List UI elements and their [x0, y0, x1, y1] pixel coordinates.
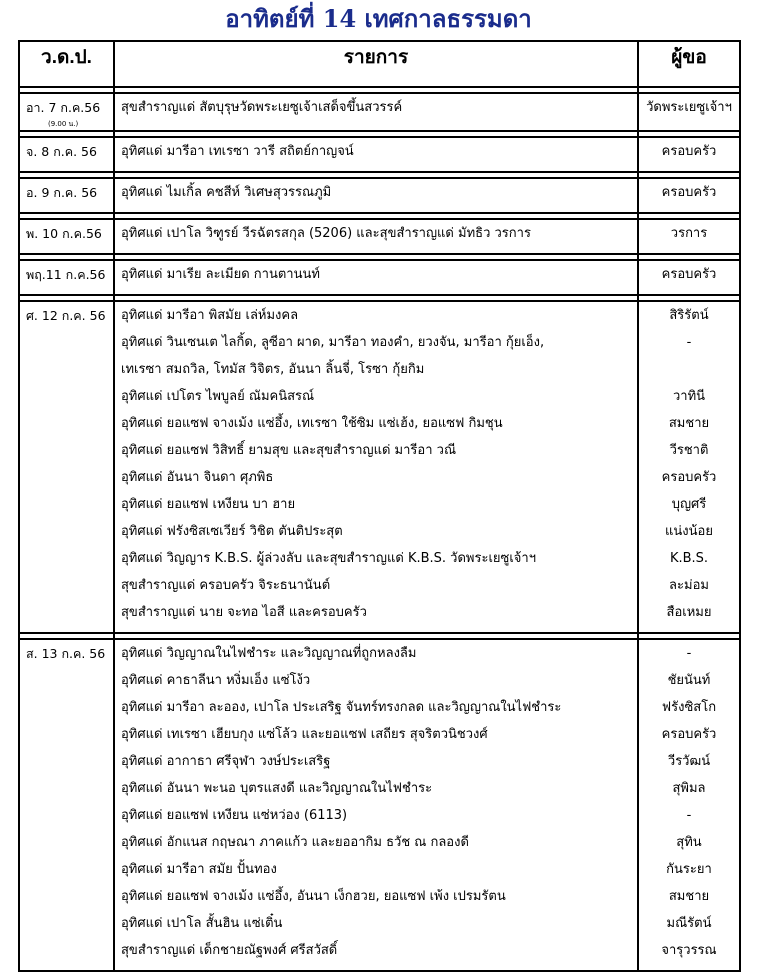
items-cell: [114, 178, 638, 213]
intention-text: อุทิศแด่ มารีอา ละออง, เปาโล ประเสริฐ จันทร์ทรงกลด และวิญญาณในไฟชำระ: [121, 700, 562, 715]
requester-text: ชัยนันท์: [667, 673, 711, 688]
requester-text: สิริรัตน์: [669, 308, 709, 323]
mass-intention-table: [18, 40, 741, 972]
requester-cell: [638, 260, 740, 295]
date-cell: [19, 639, 114, 971]
requester-text: วัดพระเยซูเจ้าฯ: [646, 100, 732, 115]
intention-text: อุทิศแด่ มารีอา สมัย ปั้นทอง: [121, 862, 277, 877]
requester-text: -: [686, 646, 692, 661]
table-row: [19, 137, 740, 172]
intention-text: อุทิศแด่ เทเรซา เฮียบกุง แซ่โล้ว และยอแซฟ เสถียร สุจริตวนิชวงศ์: [121, 727, 488, 742]
date-cell: [19, 178, 114, 213]
intention-text: อุทิศแด่ ยอแซฟ เหงียน บา ฮาย: [121, 497, 296, 512]
time-text: (9.00 น.): [48, 120, 79, 128]
table-row: [19, 301, 740, 633]
intention-text: สุขสำราญแด่ ครอบครัว จิระธนานันต์: [121, 578, 331, 593]
date-cell: [19, 260, 114, 295]
requester-text: วีรวัฒน์: [667, 754, 711, 769]
requester-text: กันระยา: [666, 862, 712, 877]
date-cell: [19, 93, 114, 131]
intention-text: อุทิศแด่ เปาโล สั้นฮิน แซ่เติ๋น: [121, 916, 283, 931]
table-header-row: [19, 41, 740, 87]
date-text: อา. 7 ก.ค.56: [26, 100, 101, 115]
intention-text: สุขสำราญแด่ นาย จะทอ ไอสี และครอบครัว: [121, 605, 367, 620]
requester-text: ครอบครัว: [661, 185, 717, 200]
intention-text: อุทิศแด่ ยอแซฟ จางเม้ง แซ่อึ้ง, เทเรซา ใช้ซิม แซ่เฮ้ง, ยอแซฟ กิมชุน: [121, 416, 503, 431]
intention-text: อุทิศแด่ ฟรังซิสเซเวียร์ วิชิต ตันติประสุต: [121, 524, 343, 539]
date-text: พฤ.11 ก.ค.56: [26, 267, 106, 282]
items-cell: [114, 93, 638, 131]
intention-text: อุทิศแด่ วิญญาณในไฟชำระ และวิญญาณที่ถูกหลงลืม: [121, 646, 417, 661]
date-text: ส. 13 ก.ค. 56: [26, 646, 106, 661]
intention-text: อุทิศแด่ ยอแซฟ จางเม้ง แซ่อึ้ง, อันนา เง็กฮวย, ยอแซฟ เพ้ง เปรมรัตน: [121, 889, 506, 904]
requester-cell: [638, 93, 740, 131]
header-requester: ผู้ขอ: [638, 41, 740, 87]
requester-cell: [638, 639, 740, 971]
page-title: อาทิตย์ที่ 14 เทศกาลธรรมดา: [225, 4, 532, 33]
table-row: [19, 639, 740, 971]
intention-text: อุทิศแด่ อันนา พะนอ บุตรแสงดี และวิญญาณในไฟชำระ: [121, 781, 433, 796]
intention-text: อุทิศแด่ ยอแซฟ วิสิทธิ์ ยามสุข และสุขสำราญแด่ มารีอา วณี: [121, 443, 457, 458]
table-row: [19, 219, 740, 254]
requester-cell: [638, 178, 740, 213]
intention-text: สุขสำราญแด่ เด็กชายณัฐพงศ์ ศรีสวัสดิ์: [121, 943, 338, 958]
requester-text: จารุวรรณ: [661, 943, 717, 958]
intention-text: อุทิศแด่ มาเรีย ละเมียด กานตานนท์: [121, 267, 320, 282]
requester-cell: [638, 219, 740, 254]
table-row: [19, 93, 740, 131]
requester-text: ครอบครัว: [661, 267, 717, 282]
items-cell: [114, 639, 638, 971]
date-cell: [19, 137, 114, 172]
intention-text: อุทิศแด่ คาธาลีนา หงิ่มเอ็ง แซ่โง้ว: [121, 673, 311, 688]
date-text: อ. 9 ก.ค. 56: [26, 185, 98, 200]
date-cell: [19, 301, 114, 633]
intention-text: เทเรซา สมถวิล, โทมัส วิจิตร, อันนา ลิ้นจี่, โรซา กุ้ยกิม: [121, 362, 425, 377]
requester-text: สมชาย: [668, 416, 710, 431]
intention-text: อุทิศแด่ ยอแซฟ เหงียน แซ่หว่อง (6113): [121, 808, 348, 823]
requester-text: ครอบครัว: [661, 144, 717, 159]
intention-text: อุทิศแด่ อากาธา ศรีจุฬา วงษ์ประเสริฐ: [121, 754, 331, 769]
requester-cell: [638, 301, 740, 633]
requester-text: มณีรัตน์: [666, 916, 712, 931]
header-date: ว.ด.ป.: [19, 41, 114, 87]
requester-text: [639, 356, 739, 383]
intention-text: อุทิศแด่ วินเซนเต ไลกิ้ด, ลูซีอา ผาด, มารีอา ทองคำ, ยวงจัน, มารีอา กุ้ยเอ็ง,: [121, 335, 545, 350]
requester-text: -: [686, 808, 692, 823]
intention-text: อุทิศแด่ วิญญาร K.B.S. ผู้ล่วงลับ และสุขสำราญแด่ K.B.S. วัดพระเยซูเจ้าฯ: [121, 551, 536, 566]
intention-text: อุทิศแด่ มารีอา เทเรซา วารี สถิตย์กาญจน์: [121, 144, 354, 159]
intention-text: อุทิศแด่ อักแนส กฤษณา ภาคแก้ว และยออากิม ธวัช ณ กลองดี: [121, 835, 469, 850]
table-row: [19, 178, 740, 213]
requester-cell: [638, 137, 740, 172]
requester-text: สมชาย: [668, 889, 710, 904]
requester-text: สือเหมย: [666, 605, 712, 620]
requester-text: สุทิน: [676, 835, 702, 850]
requester-text: แน่งน้อย: [665, 524, 713, 539]
requester-text: สุพิมล: [672, 781, 706, 796]
date-text: จ. 8 ก.ค. 56: [26, 144, 97, 159]
date-text: ศ. 12 ก.ค. 56: [26, 308, 106, 323]
items-cell: [114, 219, 638, 254]
date-text: พ. 10 ก.ค.56: [26, 226, 102, 241]
items-cell: [114, 301, 638, 633]
items-cell: [114, 260, 638, 295]
requester-text: วีรชาติ: [669, 443, 709, 458]
table-row: [19, 260, 740, 295]
date-cell: [19, 219, 114, 254]
intention-text: อุทิศแด่ เปาโล วิฑูรย์ วีรฉัตรสกุล (5206) และสุขสำราญแด่ มัทธิว วรการ: [121, 226, 531, 241]
requester-text: ฟรังซิสโก: [661, 700, 717, 715]
requester-text: ครอบครัว: [661, 727, 717, 742]
requester-text: วรการ: [670, 226, 708, 241]
intention-text: อุทิศแด่ มารีอา พิสมัย เล่ห์มงคล: [121, 308, 299, 323]
intention-text: อุทิศแด่ อันนา จินดา ศุภพิธ: [121, 470, 274, 485]
items-cell: [114, 137, 638, 172]
requester-text: ครอบครัว: [661, 470, 717, 485]
header-items: รายการ: [114, 41, 638, 87]
requester-text: K.B.S.: [669, 551, 709, 566]
intention-text: อุทิศแด่ เปโตร ไพบูลย์ ณัมคนิสรณ์: [121, 389, 315, 404]
requester-text: -: [686, 335, 692, 350]
requester-text: ละม่อม: [669, 578, 709, 593]
intention-text: อุทิศแด่ ไมเกิ้ล คชสีห์ วิเศษสุวรรณภูมิ: [121, 185, 332, 200]
requester-text: บุญศรี: [671, 497, 707, 512]
requester-text: วาทินี: [672, 389, 706, 404]
intention-text: สุขสำราญแด่ สัตบุรุษวัดพระเยซูเจ้าเสด็จขึ้นสวรรค์: [121, 100, 403, 115]
